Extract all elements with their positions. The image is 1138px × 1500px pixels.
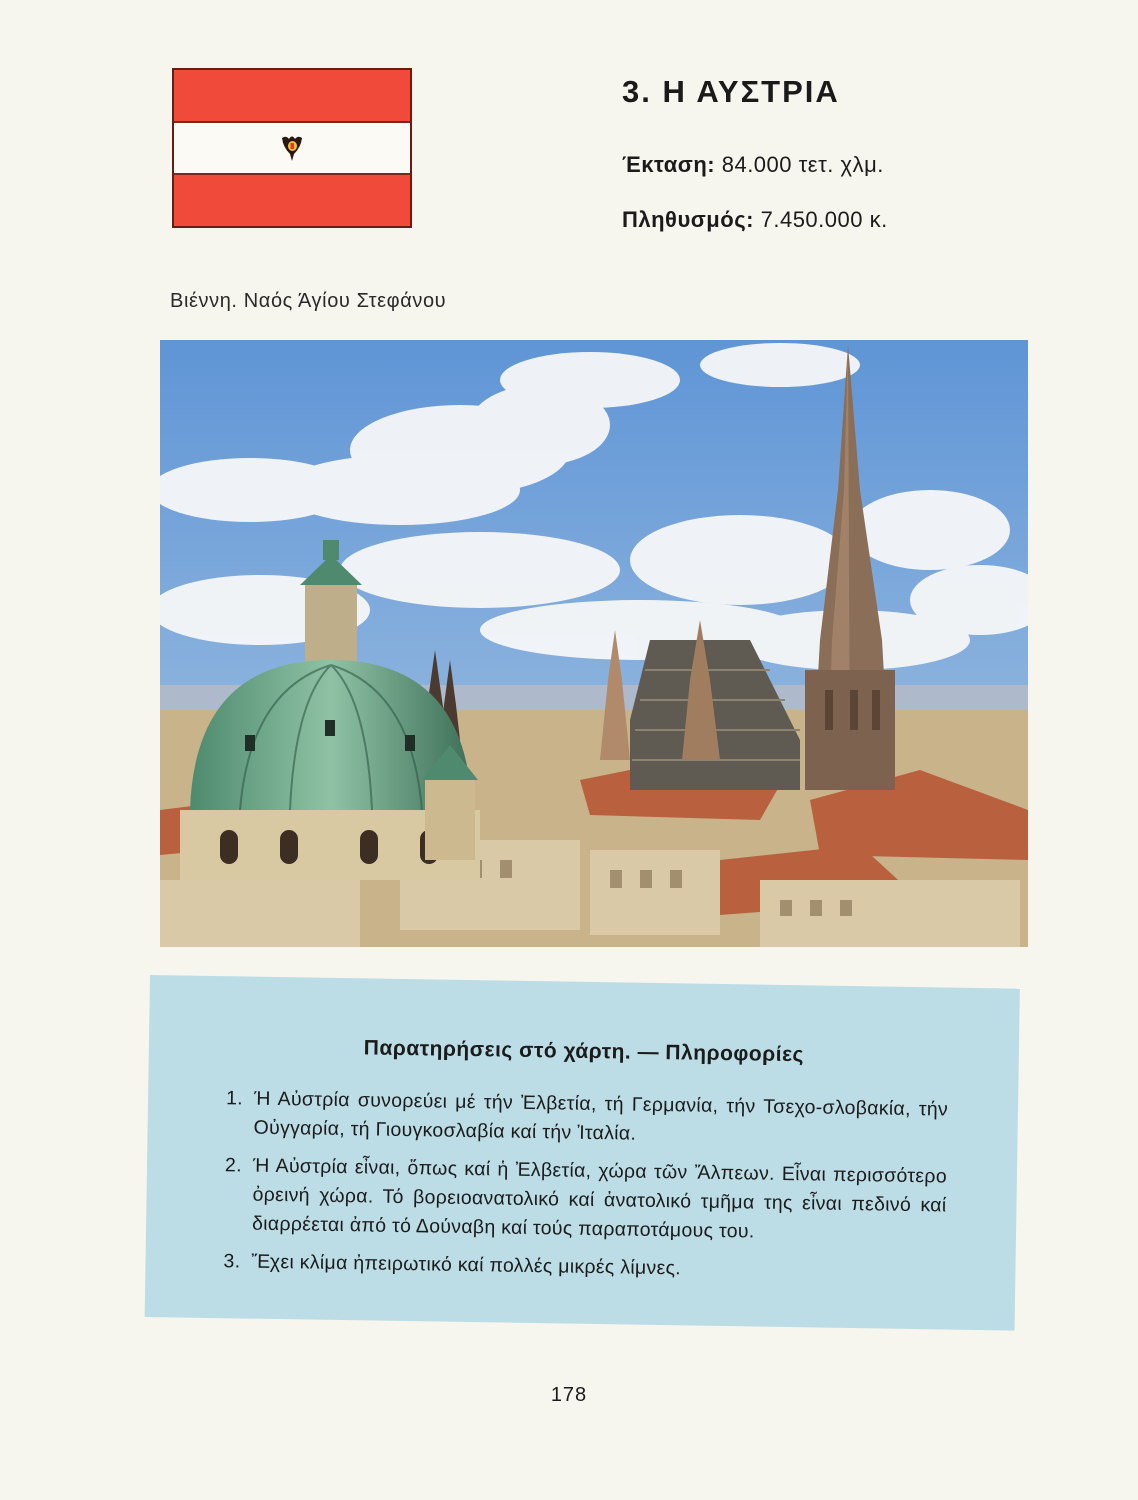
info-list (223, 1084, 948, 1296)
info-item-number: 2. (224, 1154, 243, 1177)
info-item (223, 1247, 945, 1287)
info-item-number: 3. (223, 1250, 241, 1273)
info-item-text: Ή Αὐστρία συνορεύει μέ τήν Ἐλβετία, τή Γερμανία, τήν Τσεχο-σλοβακία, τήν Οὐγγαρία, τή Γιουγκοσλαβία καί τήν Ἰταλία. (253, 1087, 949, 1145)
info-heading: Παρατηρήσεις στό χάρτη. — Πληροφορίες (363, 1036, 805, 1067)
info-item (224, 1151, 947, 1249)
photo-caption: Βιέννη. Ναός Άγίου Στεφάνου (170, 290, 447, 312)
population-value: 7.450.000 κ. (760, 207, 888, 232)
area-label: Έκταση: (622, 152, 716, 177)
area-fact (622, 152, 884, 178)
eagle-coat-of-arms-icon (280, 134, 304, 162)
flag-white-stripe (174, 121, 410, 176)
area-value: 84.000 τετ. χλμ. (721, 152, 884, 177)
page-number: 178 (550, 1384, 588, 1406)
population-fact (622, 207, 888, 233)
info-item-number: 1. (225, 1087, 244, 1110)
info-item (225, 1084, 948, 1153)
chapter-title: 3. Η ΑΥΣΤΡΙΑ (622, 74, 840, 109)
info-item-text: Ή Αὐστρία εἶναι, ὅπως καί ἡ Ἐλβετία, χώρα τῶν Ἄλπεων. Εἶναι περισσότερο ὀρεινή χώρα. Τό βορειοανατολικό καί ἀνατολικό τμῆμα της εἶναι πεδινό καί διαρρέεται ἀπό τό Δούναβη καί τούς παραποτάμους του. (251, 1154, 948, 1243)
info-box (145, 975, 1020, 1331)
vienna-skyline-illustration (160, 340, 1028, 947)
info-item-text: Ἔχει κλίμα ἠπειρωτικό καί πολλές μικρές λίμνες. (251, 1250, 682, 1280)
austrian-flag (172, 68, 412, 228)
population-label: Πληθυσμός: (622, 207, 754, 232)
flag-bottom-red-stripe (174, 175, 410, 226)
flag-top-red-stripe (174, 70, 410, 121)
vienna-cathedral-photo (160, 340, 1028, 947)
